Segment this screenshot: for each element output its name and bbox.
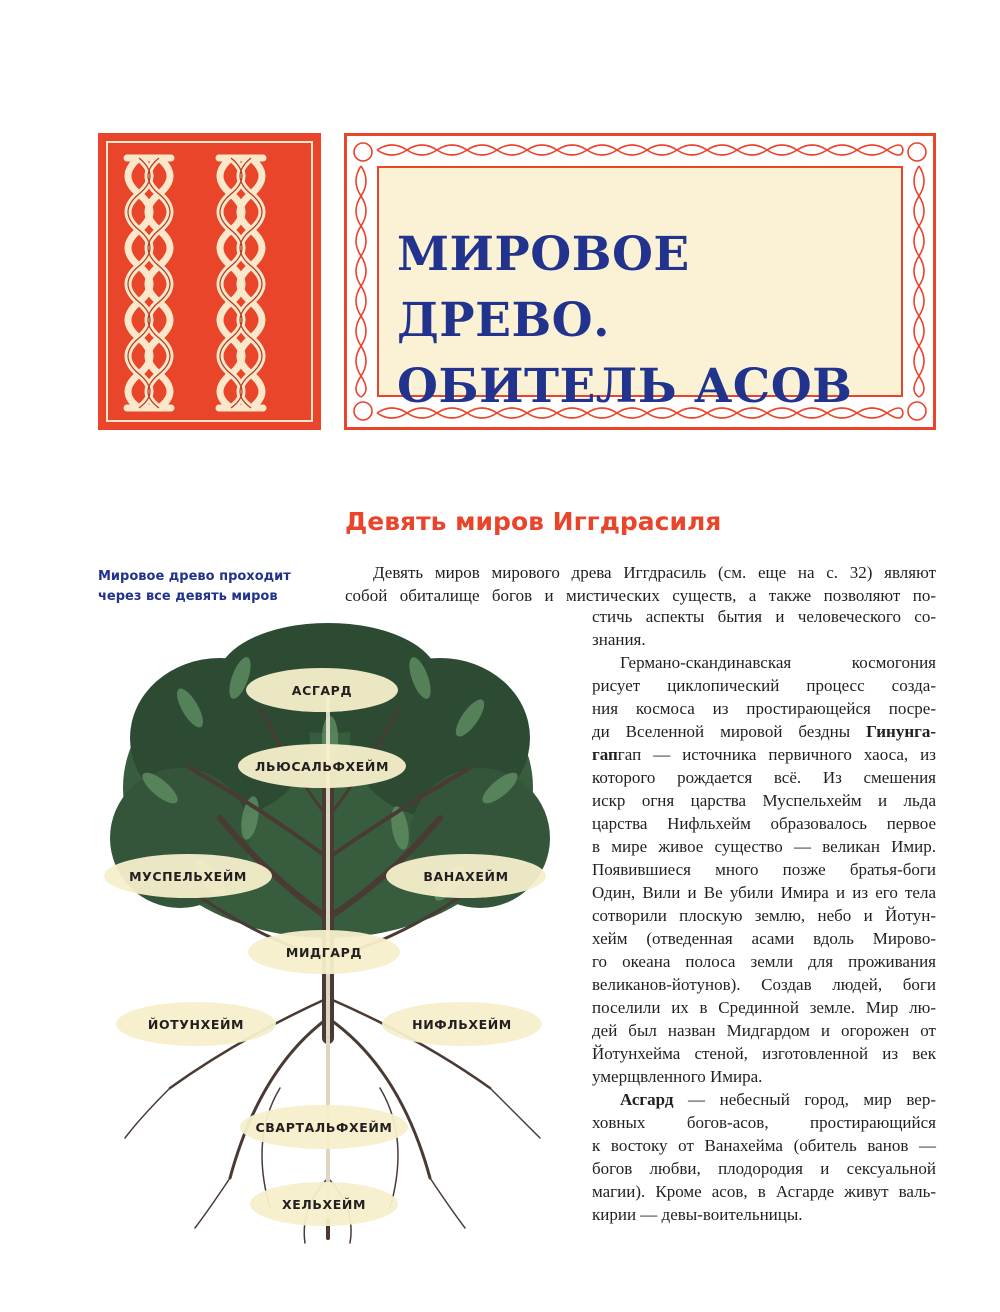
text-line: поселили их в Срединной земле. Мир лю- bbox=[592, 998, 936, 1017]
world-label-helheim: ХЕЛЬХЕЙМ bbox=[282, 1197, 366, 1212]
chapter-title bbox=[397, 222, 897, 420]
world-lyusalfheim bbox=[238, 744, 406, 788]
text-line: сотворили плоскую землю, небо и Йотун- bbox=[592, 906, 936, 925]
world-label-jotunheim: ЙОТУНХЕЙМ bbox=[147, 1017, 245, 1032]
text-line: хейм (отведенная асами вдоль Мирово- bbox=[592, 929, 936, 948]
text-line: искр огня царства Муспельхейм и льда bbox=[592, 791, 936, 810]
paragraph-intro bbox=[345, 561, 936, 607]
text-line: магии). Кроме асов, в Асгарде живут валь- bbox=[592, 1182, 936, 1201]
chapter-title-line-1: МИРОВОЕ ДРЕВО. bbox=[397, 227, 690, 348]
text-line: которого рождается всё. Из смешения bbox=[592, 768, 936, 787]
world-label-niflheim: НИФЛЬХЕЙМ bbox=[412, 1017, 512, 1032]
text-line: великанов-йотунов). Создав людей, боги bbox=[592, 975, 936, 994]
world-svartalfheim bbox=[240, 1105, 408, 1149]
world-label-vanaheim: ВАНАХЕЙМ bbox=[423, 869, 509, 884]
body-column bbox=[592, 605, 936, 1226]
world-label-svartalfheim: СВАРТАЛЬФХЕЙМ bbox=[255, 1120, 393, 1135]
world-label-asgard: АСГАРД bbox=[291, 683, 353, 698]
text-fragment: ди Вселенной мировой бездны bbox=[592, 722, 867, 741]
text-line: кирии — девы-воительницы. bbox=[592, 1205, 803, 1224]
text-line: стичь аспекты бытия и человеческого со- bbox=[592, 607, 936, 626]
text-line: знания. bbox=[592, 630, 646, 649]
chapter-title-frame bbox=[344, 133, 936, 430]
text-line-with-term bbox=[592, 743, 936, 766]
world-tree-illustration bbox=[100, 618, 560, 1258]
world-label-muspelheim: МУСПЕЛЬХЕЙМ bbox=[129, 869, 247, 884]
section-heading: Девять миров Иггдрасиля bbox=[345, 507, 722, 536]
text-line: умерщвленного Имира. bbox=[592, 1067, 763, 1086]
text-line: Появившиеся много позже братья-боги bbox=[592, 860, 936, 879]
world-midgard bbox=[248, 930, 400, 974]
term-ginungagap-end: гап bbox=[592, 745, 618, 764]
chapter-title-line-2: ОБИТЕЛЬ АСОВ bbox=[397, 359, 853, 414]
figure-caption bbox=[98, 567, 308, 607]
text-line: Девять миров мирового древа Иггдрасиль (см. еще на с. 32) являют bbox=[373, 563, 936, 582]
text-line: к востоку от Ванахейма (обитель ванов — bbox=[592, 1136, 936, 1155]
caption-line-1: Мировое древо проходит bbox=[98, 569, 291, 584]
text-line: ховных богов-асов, простирающийся bbox=[592, 1113, 936, 1132]
text-line: собой обиталище богов и мистических существ, а также позволяют по- bbox=[345, 586, 936, 605]
world-niflheim bbox=[382, 1002, 542, 1046]
world-muspelheim bbox=[104, 854, 272, 898]
caption-line-2: через все девять миров bbox=[98, 589, 278, 604]
text-line: ния космоса из простирающейся посре- bbox=[592, 699, 936, 718]
text-line: Один, Вили и Ве убили Имира и из его тела bbox=[592, 883, 936, 902]
text-fragment: — небесный город, мир вер- bbox=[673, 1090, 936, 1109]
text-line: го океана полоса земли для проживания bbox=[592, 952, 936, 971]
world-vanaheim bbox=[386, 854, 546, 898]
chapter-numeral-block bbox=[98, 133, 321, 430]
world-asgard bbox=[246, 668, 398, 712]
world-helheim bbox=[250, 1182, 398, 1226]
text-line: дей был назван Мидгардом и огорожен от bbox=[592, 1021, 936, 1040]
term-asgard: Асгард bbox=[620, 1090, 674, 1109]
text-line-with-term bbox=[592, 1088, 936, 1111]
text-line: Йотунхейма стеной, изготовленной из век bbox=[592, 1044, 936, 1063]
text-line: Германо-скандинавская космогония bbox=[620, 653, 936, 672]
text-line: рисует циклопический процесс созда- bbox=[592, 676, 936, 695]
text-line-with-term bbox=[592, 720, 936, 743]
celtic-knot-numeral bbox=[101, 136, 318, 427]
text-line: в мире живое существо — великан Имир. bbox=[592, 837, 936, 856]
world-label-midgard: МИДГАРД bbox=[285, 945, 363, 960]
world-jotunheim bbox=[116, 1002, 276, 1046]
text-line: богов любви, плодородия и сексуальной bbox=[592, 1159, 936, 1178]
term-ginungagap: Гинунга- bbox=[866, 722, 936, 741]
world-label-lyusalfheim: ЛЬЮСАЛЬФХЕЙМ bbox=[254, 759, 390, 774]
text-line: царства Нифльхейм образовалось первое bbox=[592, 814, 936, 833]
text-fragment: гап — источника первичного хаоса, из bbox=[617, 745, 936, 764]
